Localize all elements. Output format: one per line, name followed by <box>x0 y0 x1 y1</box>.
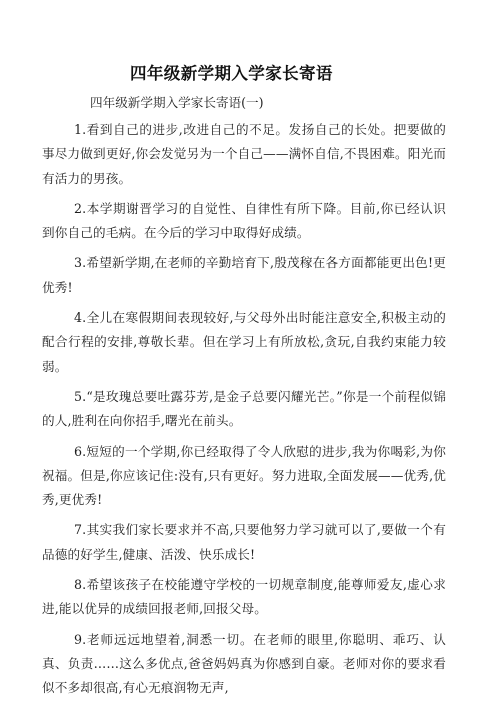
paragraph-1: 1.看到自己的进步,改进自己的不足。发扬自己的长处。把要做的事尽力做到更好,你会发觉另为一个自己——满怀自信,不畏困难。阳光而有活力的男孩。 <box>42 122 446 186</box>
paragraph-9: 9.老师远远地望着,洞悉一切。在老师的眼里,你聪明、乖巧、认真、负责……这么多优点,爸爸妈妈真为你感到自豪。老师对你的要求看似不多却很高,有心无痕润物无声, <box>42 631 446 696</box>
paragraph-4: 4.全儿在寒假期间表现较好,与父母外出时能注意安全,积极主动的配合行程的安排,尊敬长辈。但在学习上有所放松,贪玩,自我约束能力较弱。 <box>42 310 446 374</box>
paragraph-8: 8.希望该孩子在校能遵守学校的一切规章制度,能尊师爱友,虚心求进,能以优异的成绩回报老师,回报父母。 <box>42 577 446 617</box>
paragraph-3: 3.希望新学期,在老师的辛勤培育下,殷茂稼在各方面都能更出色!更优秀! <box>42 255 446 295</box>
paragraph-7: 7.其实我们家长要求并不高,只要他努力学习就可以了,要做一个有品德的好学生,健康、活泼、快乐成长! <box>42 522 446 562</box>
paragraph-2: 2.本学期谢晋学习的自觉性、自律性有所下降。目前,你已经认识到你自己的毛病。在今后的学习中取得好成绩。 <box>42 200 446 241</box>
document-subtitle: 四年级新学期入学家长寄语(一) <box>90 95 264 110</box>
paragraph-6: 6.短短的一个学期,你已经取得了令人欣慰的进步,我为你喝彩,为你祝福。但是,你应该记住:没有,只有更好。努力进取,全面发展——优秀,优秀,更优秀! <box>42 443 446 508</box>
document-title: 四年级新学期入学家长寄语 <box>130 64 333 83</box>
paragraph-5: 5.“是玫瑰总要吐露芬芳,是金子总要闪耀光芒。”你是一个前程似锦的人,胜利在向你招手,曙光在前头。 <box>42 388 446 429</box>
